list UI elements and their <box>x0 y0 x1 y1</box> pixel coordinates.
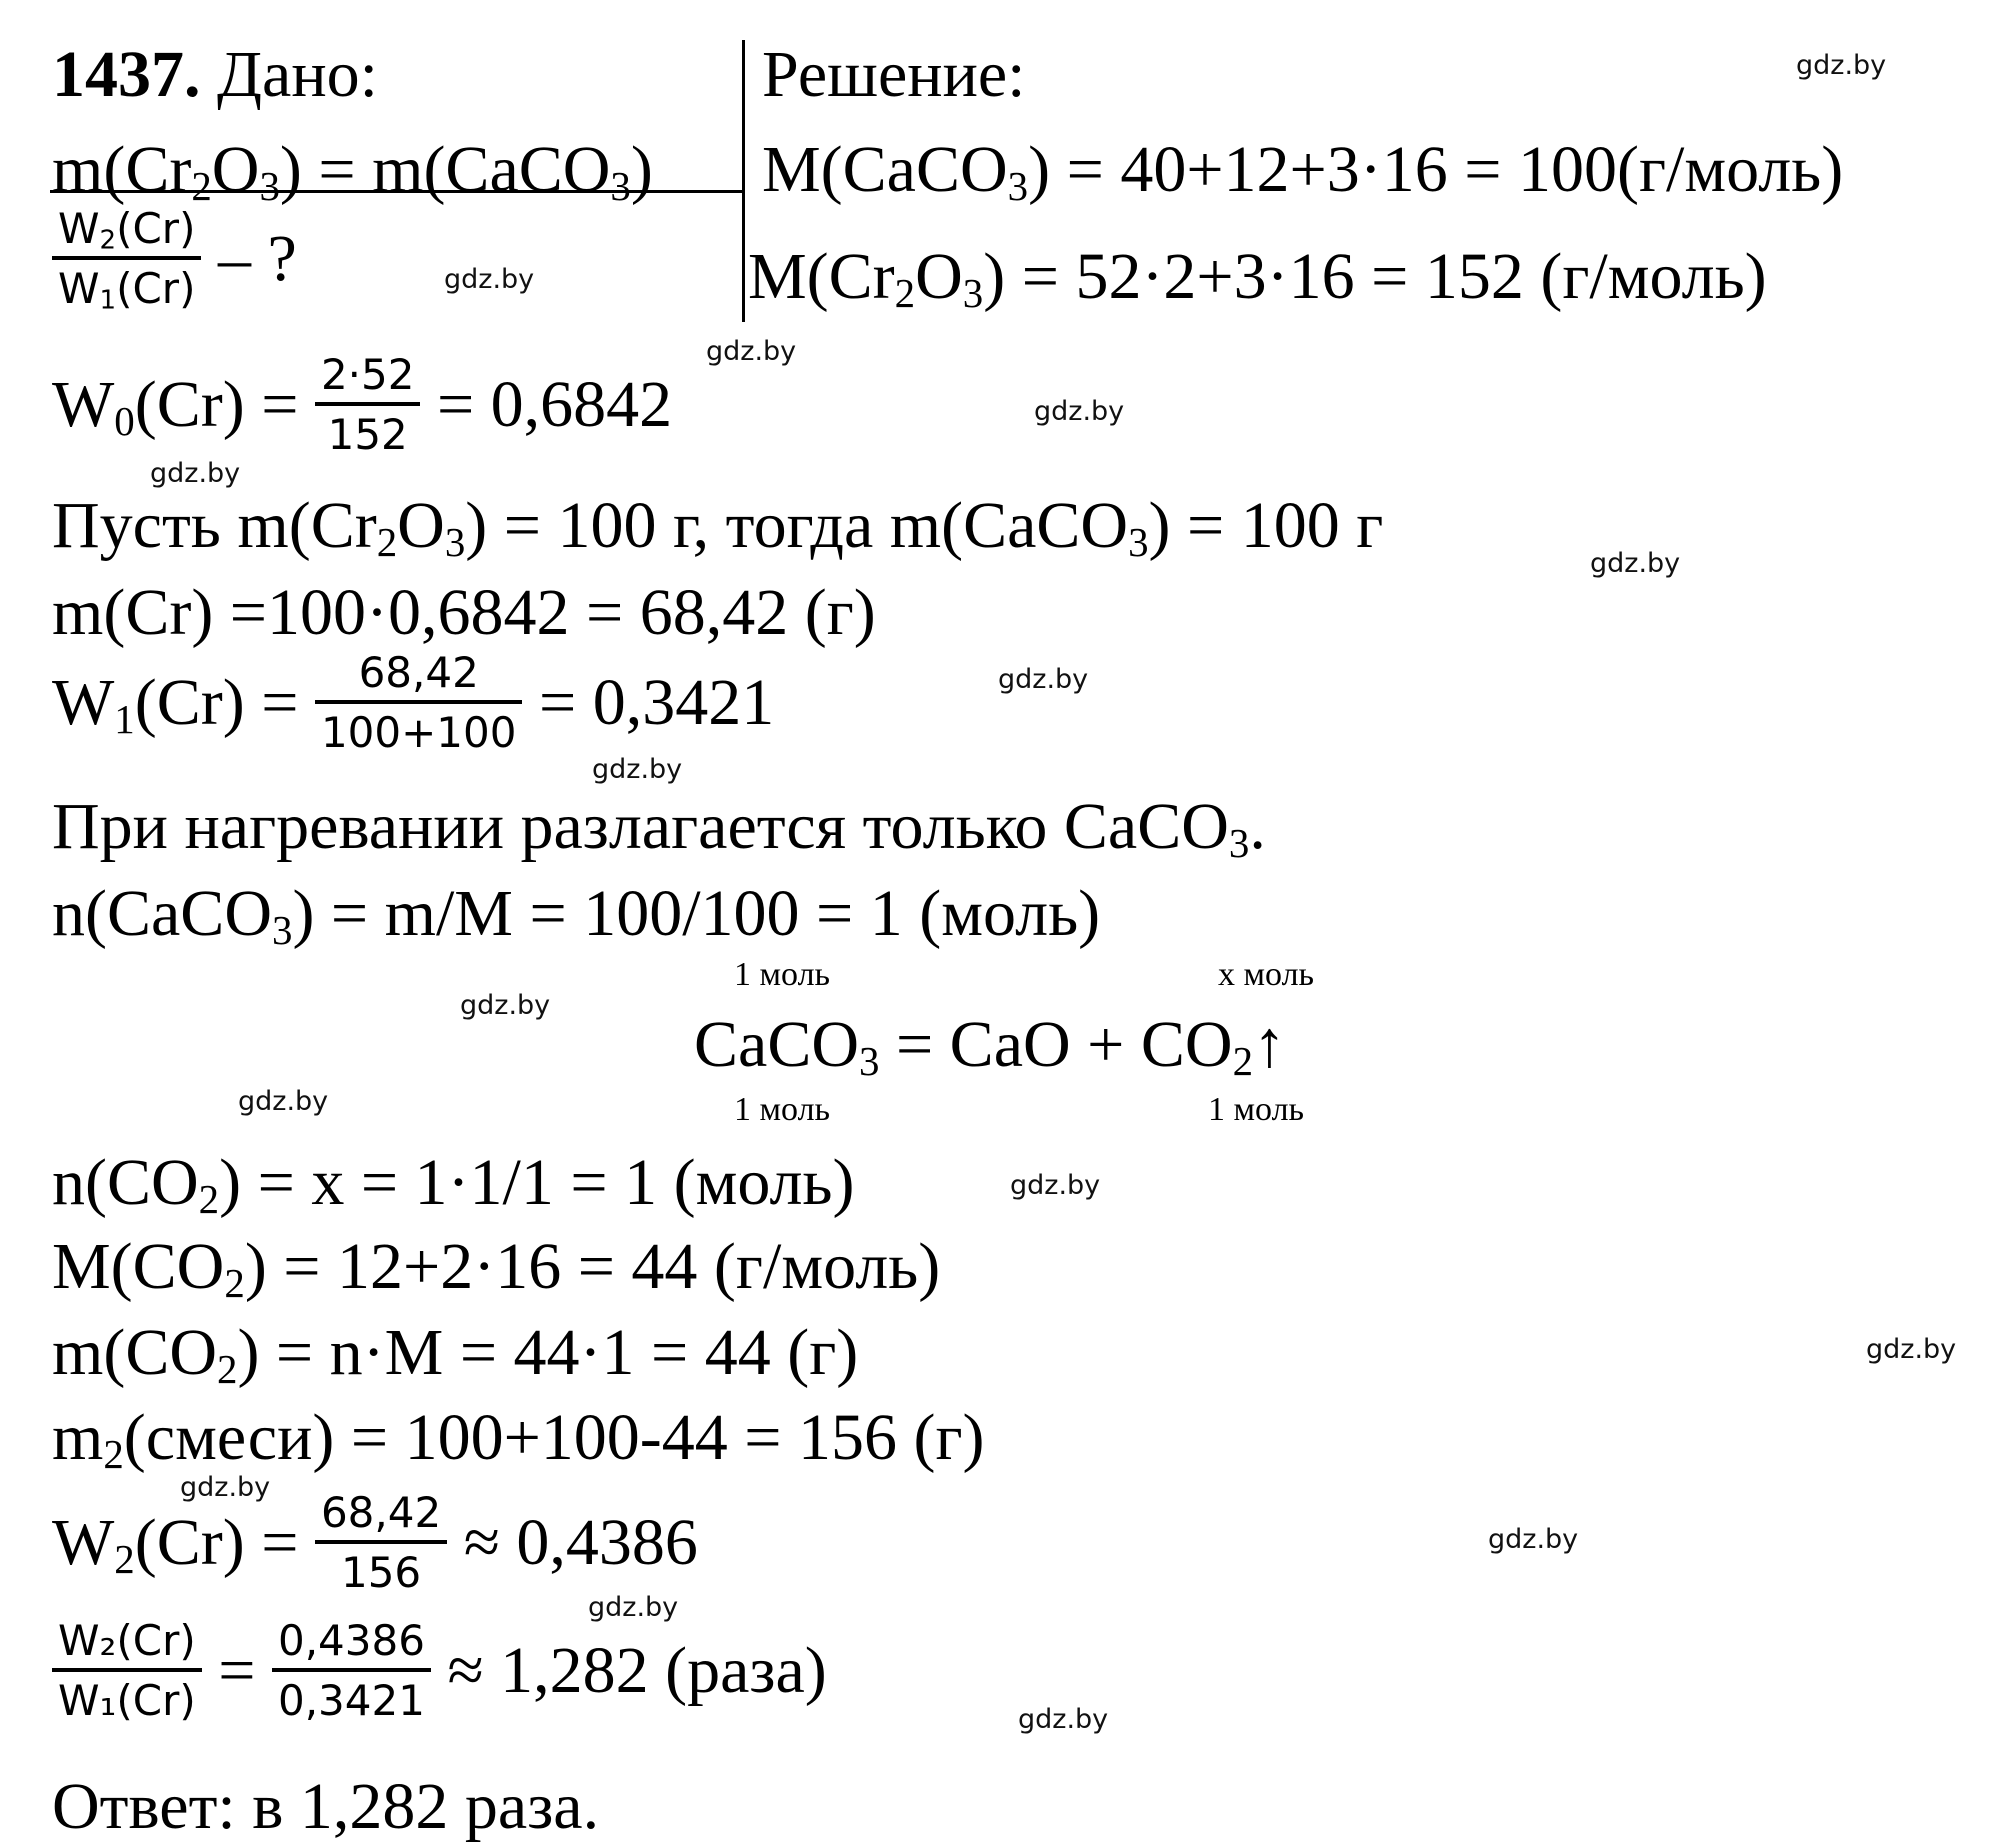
watermark: gdz.by <box>1866 1334 1957 1365</box>
watermark: gdz.by <box>180 1472 271 1503</box>
watermark: gdz.by <box>706 336 797 367</box>
reaction-above-right: x моль <box>1218 956 1315 993</box>
watermark: gdz.by <box>1034 396 1125 427</box>
watermark: gdz.by <box>1796 50 1887 81</box>
vertical-divider <box>742 40 745 322</box>
answer-line: Ответ: в 1,282 раза. <box>52 1770 600 1843</box>
assumption-line: Пусть $m(Cr_2O_3) = 100$ г, тогда m(CaCO$_3$) = 100 г <box>52 489 1384 565</box>
watermark: gdz.by <box>150 458 241 489</box>
reaction-equation: CaCO$_3$ = CaO + $CO_2↑$ <box>694 1008 1287 1084</box>
w1-line: $W_1(Cr)$ = $\frac{68,42}{100+100}$ = 0,3421 <box>52 648 775 758</box>
moles-co2-line: $n(CO_2) = x = 1\cdot 1/1 = 1$ (моль) <box>52 1146 855 1222</box>
find-suffix: – ? <box>217 222 297 296</box>
mass-cr-line: m(Cr) =100·0,6842 = 68,42 (г) <box>52 576 876 649</box>
given-condition: $m(Cr_2O_3)$ = m(CaCO$_3$) <box>52 133 653 209</box>
watermark: gdz.by <box>444 264 535 295</box>
watermark: gdz.by <box>1010 1170 1101 1201</box>
heating-line: При нагревании разлагается только CaCO$_3$. <box>52 790 1266 866</box>
w2-line: $W_2(Cr)$ = $\frac{68,42}{156}$ ≈ 0,4386 <box>52 1488 698 1598</box>
watermark: gdz.by <box>1018 1704 1109 1735</box>
solution-label: Решение: <box>762 38 1026 111</box>
watermark: gdz.by <box>238 1086 329 1117</box>
molar-mass-cr2o3: $M(Cr_2O_3) = 52\cdot 2+3\cdot 16 = 152$ (г/моль) <box>748 240 1767 316</box>
watermark: gdz.by <box>592 754 683 785</box>
ratio-line: $\frac{\text{W₂(Cr)}}{\text{W₁(Cr)}}$ = $\frac{0,4386}{0,3421}$ ≈ 1,282 (раза) <box>52 1618 827 1724</box>
watermark: gdz.by <box>1488 1524 1579 1555</box>
watermark: gdz.by <box>998 664 1089 695</box>
moles-caco3-line: n(CaCO$_3$) = m/M = 100/100 = 1 (моль) <box>52 877 1101 953</box>
molar-mass-caco3: M(CaCO$_3$) = 40+12+3·16 = 100(г/моль) <box>762 133 1844 209</box>
molar-mass-co2-line: $M(CO_2) = 12+2\cdot 16 = 44$ (г/моль) <box>52 1230 941 1306</box>
mass-co2-line: $m(CO_2) = n\cdot M = 44\cdot 1 = 44$ (г) <box>52 1316 859 1392</box>
problem-header <box>52 38 378 111</box>
reaction-above-left: 1 моль <box>734 956 831 993</box>
ratio-fraction-right: $\frac{0,4386}{0,3421}$ <box>272 1618 431 1724</box>
watermark: gdz.by <box>1590 548 1681 579</box>
watermark: gdz.by <box>460 990 551 1021</box>
watermark: gdz.by <box>588 1592 679 1623</box>
ratio-fraction-left: $\frac{\text{W₂(Cr)}}{\text{W₁(Cr)}}$ <box>52 1618 202 1724</box>
reaction-below-left: 1 моль <box>734 1091 831 1128</box>
find-fraction: $\frac{W_2(Cr)}{W_1(Cr)}$ <box>52 206 201 312</box>
given-find <box>52 204 297 316</box>
w1-fraction: $\frac{68,42}{100+100}$ <box>315 650 523 756</box>
w0-line: $W_0(Cr)$ = $\frac{2\cdot 52}{152}$ = 0,6842 <box>52 350 673 460</box>
reaction-below-right: 1 моль <box>1208 1091 1305 1128</box>
given-label: Дано: <box>217 38 378 111</box>
w0-fraction: $\frac{2\cdot 52}{152}$ <box>315 352 421 458</box>
problem-number: 1437. <box>52 38 201 111</box>
mass-mixture-line: $m_2(смеси) = 100+100-44 = 156$ (г) <box>52 1401 985 1477</box>
w2-fraction: $\frac{68,42}{156}$ <box>315 1490 447 1596</box>
